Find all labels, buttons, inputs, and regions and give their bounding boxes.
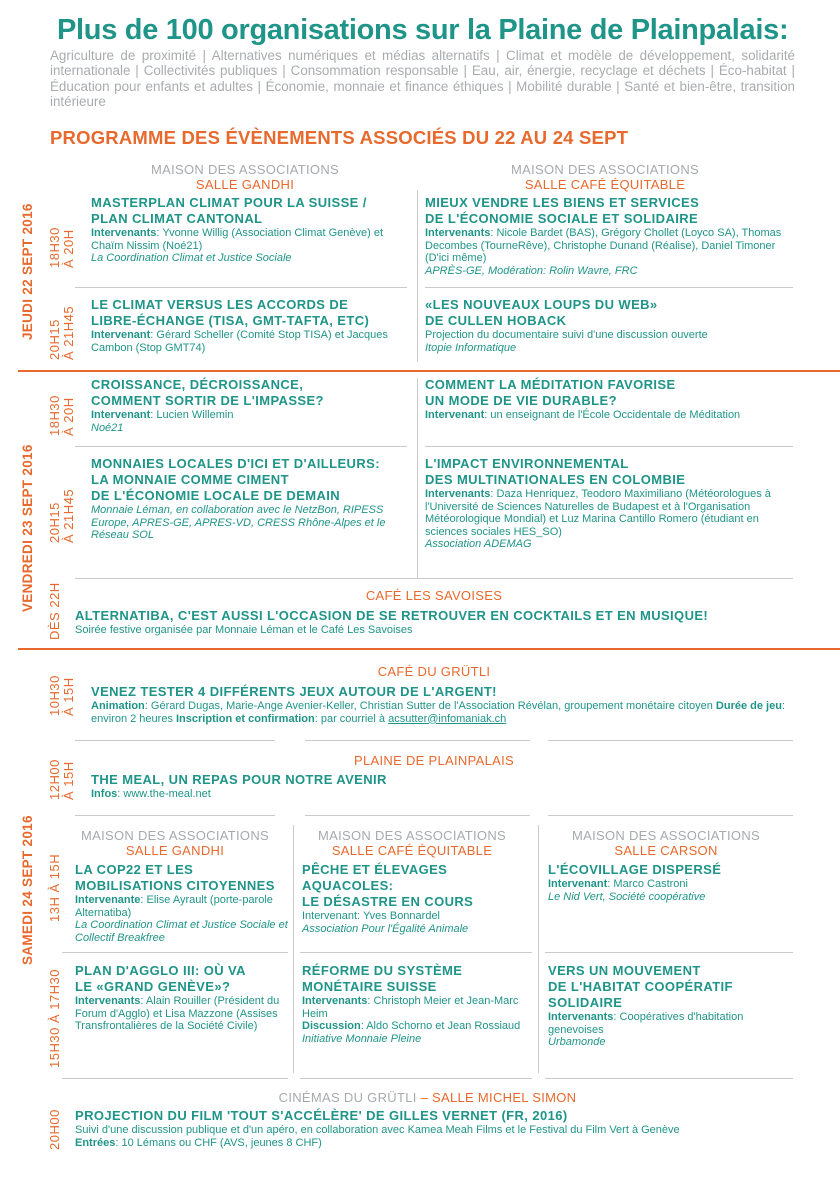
- event-e1: MASTERPLAN CLIMAT POUR LA SUISSE / PLAN CLIMAT CANTONAL Intervenants: Yvonne Willig (Association Climat Genève) et Chaïm Nissim (Noé21) La Coordination Climat et Justice Sociale: [91, 195, 411, 265]
- page-title: Plus de 100 organisations sur la Plaine de Plainpalais:: [57, 14, 789, 46]
- event-e5: CROISSANCE, DÉCROISSANCE, COMMENT SORTIR DE L'IMPASSE? Intervenant: Lucien Willemin Noé21: [91, 377, 411, 434]
- row-divider: [62, 952, 288, 953]
- column-divider: [417, 190, 418, 362]
- row-divider: [75, 446, 407, 447]
- time-slot: 18H30 À 20H: [47, 227, 76, 268]
- venue-room: SALLE CARSON: [614, 843, 718, 858]
- event-title: RÉFORME DU SYSTÈME MONÉTAIRE SUISSE: [302, 963, 463, 994]
- row-divider: [75, 287, 407, 288]
- day-separator: [18, 648, 840, 650]
- venue-room: SALLE CAFÉ ÉQUITABLE: [331, 843, 493, 858]
- event-organizer: Itopie Informatique: [425, 341, 517, 354]
- time-slot: 18H30 À 20H: [47, 395, 76, 436]
- time-slot: 20H00: [47, 1109, 62, 1150]
- event-organizer: Association ADEMAG: [425, 538, 532, 550]
- event-e8: L'IMPACT ENVIRONNEMENTAL DES MULTINATIONALES EN COLOMBIE Intervenants: Daza Henriquez, Teodoro Maximiliano (Météorologues à l'Université de Sciences Naturelles de Budapest et à l'Organisation Météorologique Mondial) et Luz Marina Cantillo Romero (étudiant en sciences sociales HES_SO) Association ADEMAG: [425, 456, 793, 551]
- event-title: ALTERNATIBA, C'EST AUSSI L'OCCASION DE SE RETROUVER EN COCKTAILS ET EN MUSIQUE!: [75, 608, 709, 623]
- event-title: MASTERPLAN CLIMAT POUR LA SUISSE / PLAN CLIMAT CANTONAL: [91, 195, 367, 226]
- venue-room: SALLE GANDHI: [195, 177, 295, 192]
- row-divider: [425, 446, 793, 447]
- event-e15: PLAN D'AGGLO III: OÙ VA LE «GRAND GENÈVE»? Intervenants: Alain Rouiller (Président du Forum d'Agglo) et Lisa Mazzone (Assises Transfrontalières de la Société Civile): [75, 963, 290, 1033]
- event-e2: MIEUX VENDRE LES BIENS ET SERVICES DE L'ÉCONOMIE SOCIALE ET SOLIDAIRE Intervenants: Nicole Bardet (BAS), Grégory Chollet (Loyco SA), Thomas Decombes (TourneRêve), Christophe Dunand (Réalise), Daniel Timoner (D'ici même) APRÈS-GE, Modération: Rolin Wavre, FRC: [425, 195, 793, 277]
- event-e9: ALTERNATIBA, C'EST AUSSI L'OCCASION DE SE RETROUVER EN COCKTAILS ET EN MUSIQUE! Soirée festive organisée par Monnaie Léman et le Café Les Savoises: [75, 608, 800, 637]
- event-e3: LE CLIMAT VERSUS LES ACCORDS DE LIBRE-ÉCHANGE (TISA, GMT-TAFTA, ETC) Intervenant: Gérard Scheller (Comité Stop TISA) et Jacques Cambon (Stop GMT74): [91, 297, 416, 354]
- row-divider: [305, 815, 530, 816]
- row-divider: [548, 815, 793, 816]
- programme-title: PROGRAMME DES ÉVÈNEMENTS ASSOCIÉS DU 22 AU 24 SEPT: [50, 127, 629, 148]
- event-e4: «LES NOUVEAUX LOUPS DU WEB» DE CULLEN HOBACK Projection du documentaire suivi d'une discussion ouverte Itopie Informatique: [425, 297, 793, 354]
- venue-building: MAISON DES ASSOCIATIONS: [572, 828, 760, 843]
- event-e10: VENEZ TESTER 4 DIFFÉRENTS JEUX AUTOUR DE L'ARGENT! Animation: Gérard Dugas, Marie-Ange Avenier-Keller, Christian Sutter de l'Association Révélan, groupement monétaire citoyen Durée de jeu: environ 2 heures Inscription et confirmation: par courriel à acsutter@infomaniak.ch: [91, 684, 796, 725]
- event-title: MONNAIES LOCALES D'ICI ET D'AILLEURS: LA MONNAIE COMME CIMENT DE L'ÉCONOMIE LOCALE DE DEMAIN: [91, 456, 380, 503]
- event-e11: THE MEAL, UN REPAS POUR NOTRE AVENIR Infos: www.the-meal.net: [91, 772, 791, 801]
- venue-building: CINÉMAS DU GRÜTLI: [278, 1090, 417, 1105]
- event-organizer: Urbamonde: [548, 1036, 606, 1048]
- venue-header: [75, 753, 793, 768]
- time-slot: 20H15 À 21H45: [47, 305, 76, 360]
- event-e16: RÉFORME DU SYSTÈME MONÉTAIRE SUISSE Intervenants: Christoph Meier et Jean-Marc Heim Discussion: Aldo Schorno et Jean Rossiaud Initiative Monnaie Pleine: [302, 963, 534, 1045]
- venue-header: [420, 162, 790, 192]
- row-divider: [305, 740, 530, 741]
- event-title: L'ÉCOVILLAGE DISPERSÉ: [548, 862, 722, 877]
- event-organizer: La Coordination Climat et Justice Sociale et Collectif Breakfree: [75, 919, 288, 944]
- time-slot: DÈS 22H: [47, 582, 62, 640]
- event-organizer: APRÈS-GE, Modération: Rolin Wavre, FRC: [425, 264, 638, 277]
- day-separator: [18, 370, 840, 372]
- row-divider: [545, 1078, 793, 1079]
- event-e12: LA COP22 ET LES MOBILISATIONS CITOYENNES Intervenante: Elise Ayrault (porte-parole Alternatiba) La Coordination Climat et Justice Sociale et Collectif Breakfree: [75, 862, 290, 944]
- venue-header: [548, 828, 784, 858]
- venue-building: MAISON DES ASSOCIATIONS: [318, 828, 506, 843]
- event-e13: PÊCHE ET ÉLEVAGES AQUACOLES: LE DÉSASTRE EN COURS Intervenant: Yves Bonnardel Association Pour l'Égalité Animale: [302, 862, 534, 935]
- row-divider: [62, 1078, 288, 1079]
- row-divider: [75, 815, 275, 816]
- row-divider: [425, 287, 793, 288]
- event-organizer: Le Nid Vert, Société coopérative: [548, 890, 706, 903]
- column-divider: [538, 825, 539, 1073]
- themes-list: Agriculture de proximité | Alternatives numériques et médias alternatifs | Climat et modèle de développement, solidarité internationale | Collectivités publiques | Consommation responsable | Eau, air, énergie, recyclage et déchets | Éco-habitat | Éducation pour enfants et adultes | Économie, monnaie et finance éthiques | Mobilité durable | Santé et bien-être, transition intérieure: [50, 48, 795, 109]
- event-title: COMMENT LA MÉDITATION FAVORISE UN MODE DE VIE DURABLE?: [425, 377, 676, 408]
- event-title: MIEUX VENDRE LES BIENS ET SERVICES DE L'ÉCONOMIE SOCIALE ET SOLIDAIRE: [425, 195, 700, 226]
- row-divider: [545, 952, 793, 953]
- row-divider: [300, 1078, 532, 1079]
- event-organizer: Monnaie Léman, en collaboration avec le NetzBon, RIPESS Europe, APRES-GE, APRES-VD, CRESS Rhône-Alpes et le Réseau SOL: [91, 504, 386, 541]
- venue-header: [300, 828, 524, 858]
- row-divider: [300, 952, 532, 953]
- venue-building: MAISON DES ASSOCIATIONS: [151, 162, 339, 177]
- event-title: PÊCHE ET ÉLEVAGES AQUACOLES: LE DÉSASTRE EN COURS: [302, 862, 474, 909]
- venue-room: PLAINE DE PLAINPALAIS: [354, 753, 514, 768]
- row-divider: [75, 578, 793, 579]
- venue-header: [75, 588, 793, 603]
- time-slot: 10H30 À 15H: [47, 675, 76, 716]
- email-link[interactable]: acsutter@infomaniak.ch: [388, 712, 507, 725]
- event-e7: [91, 456, 416, 542]
- event-organizer: Initiative Monnaie Pleine: [302, 1032, 422, 1045]
- event-title: LE CLIMAT VERSUS LES ACCORDS DE LIBRE-ÉCHANGE (TISA, GMT-TAFTA, ETC): [91, 297, 370, 328]
- venue-header: [62, 1090, 793, 1105]
- event-title: VERS UN MOUVEMENT DE L'HABITAT COOPÉRATIF SOLIDAIRE: [548, 963, 733, 1010]
- venue-header: [75, 664, 793, 679]
- venue-building: MAISON DES ASSOCIATIONS: [81, 828, 269, 843]
- event-e18: PROJECTION DU FILM 'TOUT S'ACCÉLÈRE' DE GILLES VERNET (FR, 2016) Suivi d'une discussion publique et d'un apéro, en collaboration avec Kamea Meah Films et le Festival du Film Vert à Genève Entrées: 10 Lémans ou CHF (AVS, jeunes 8 CHF): [75, 1108, 795, 1149]
- event-title: THE MEAL, UN REPAS POUR NOTRE AVENIR: [91, 772, 387, 787]
- time-slot: 12H00 À 15H: [47, 759, 76, 800]
- day-label-vendredi: VENDREDI 23 SEPT 2016: [20, 444, 35, 612]
- day-label-samedi: SAMEDI 24 SEPT 2016: [20, 815, 35, 965]
- venue-room: CAFÉ LES SAVOISES: [365, 588, 503, 603]
- time-slot: 13H À 15H: [47, 853, 62, 922]
- event-organizer: Association Pour l'Égalité Animale: [302, 922, 469, 935]
- column-divider: [417, 378, 418, 578]
- venue-room: SALLE MICHEL SIMON: [432, 1090, 577, 1105]
- row-divider: [75, 740, 275, 741]
- event-title: «LES NOUVEAUX LOUPS DU WEB» DE CULLEN HOBACK: [425, 297, 658, 328]
- event-organizer: Noé21: [91, 421, 124, 434]
- event-e14: L'ÉCOVILLAGE DISPERSÉ Intervenant: Marco Castroni Le Nid Vert, Société coopérative: [548, 862, 793, 903]
- column-divider: [293, 825, 294, 1073]
- event-title: CROISSANCE, DÉCROISSANCE, COMMENT SORTIR DE L'IMPASSE?: [91, 377, 324, 408]
- venue-room: CAFÉ DU GRÜTLI: [377, 664, 491, 679]
- venue-header: [62, 828, 288, 858]
- event-e6: COMMENT LA MÉDITATION FAVORISE UN MODE DE VIE DURABLE? Intervenant: un enseignant de l'École Occidentale de Méditation: [425, 377, 793, 422]
- event-organizer: La Coordination Climat et Justice Sociale: [91, 252, 292, 264]
- venue-building: MAISON DES ASSOCIATIONS: [511, 162, 699, 177]
- time-slot: 15H30 À 17H30: [47, 968, 62, 1068]
- venue-room: SALLE CAFÉ ÉQUITABLE: [524, 177, 686, 192]
- row-divider: [548, 740, 793, 741]
- event-title: PLAN D'AGGLO III: OÙ VA LE «GRAND GENÈVE»?: [75, 963, 246, 994]
- event-title: L'IMPACT ENVIRONNEMENTAL DES MULTINATIONALES EN COLOMBIE: [425, 456, 686, 487]
- event-e17: VERS UN MOUVEMENT DE L'HABITAT COOPÉRATIF SOLIDAIRE Intervenants: Coopératives d'habitation genevoises Urbamonde: [548, 963, 793, 1049]
- day-label-jeudi: JEUDI 22 SEPT 2016: [20, 203, 35, 340]
- venue-header: [80, 162, 410, 192]
- venue-separator: –: [416, 1090, 433, 1105]
- venue-room: SALLE GANDHI: [125, 843, 225, 858]
- event-title: VENEZ TESTER 4 DIFFÉRENTS JEUX AUTOUR DE L'ARGENT!: [91, 684, 497, 699]
- time-slot: 20H15 À 21H45: [47, 488, 76, 543]
- event-title: PROJECTION DU FILM 'TOUT S'ACCÉLÈRE' DE GILLES VERNET (FR, 2016): [75, 1108, 568, 1123]
- event-title: LA COP22 ET LES MOBILISATIONS CITOYENNES: [75, 862, 275, 893]
